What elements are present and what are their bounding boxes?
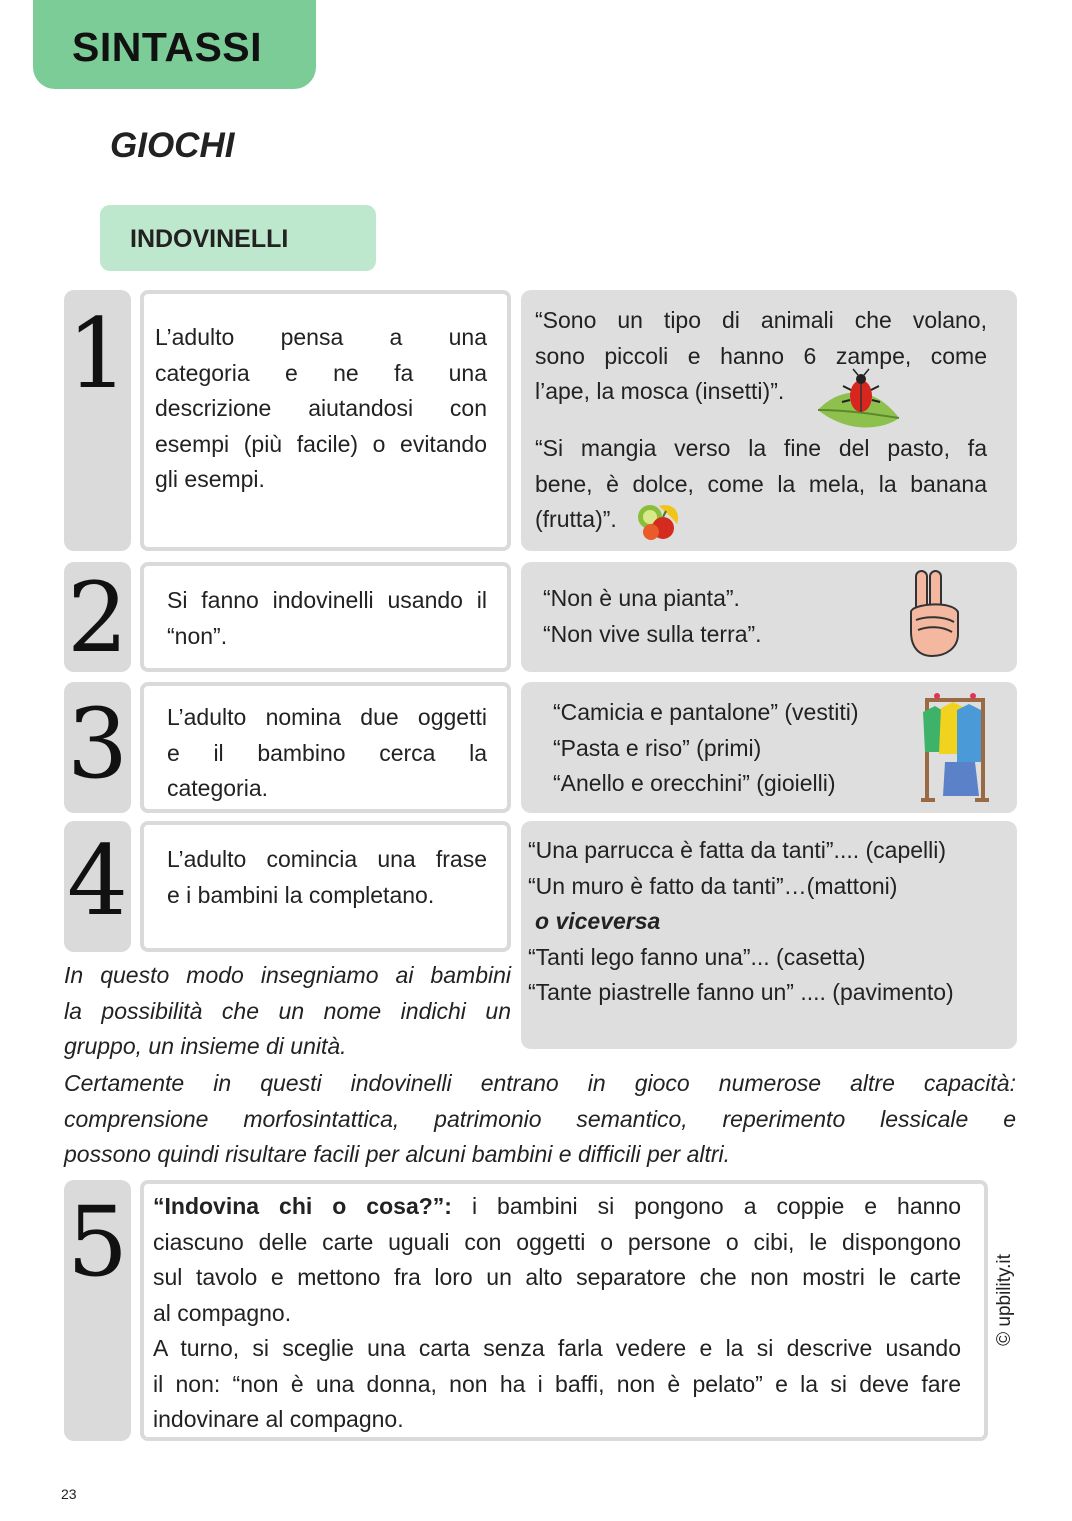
text-line: “Un muro è fatto da tanti”…(mattoni) — [528, 872, 898, 899]
beetle-on-leaf-icon — [813, 368, 903, 436]
text-line: la possibilità che un nome indichi un — [64, 997, 511, 1024]
example-panel — [521, 562, 1017, 672]
subtitle: GIOCHI — [110, 126, 235, 165]
text-line: L’adulto comincia una frase — [167, 846, 487, 872]
text-line: esempi (più facile) o evitando — [155, 430, 487, 457]
text-line: categoria e ne fa una — [155, 359, 487, 386]
text-line: “Anello e orecchini” (gioielli) — [553, 770, 836, 796]
section-tag-label: INDOVINELLI — [130, 225, 289, 253]
text-line: L’adulto pensa a una — [155, 324, 487, 350]
text-line: ciascuno delle carte uguali con oggetti o persone o cibi, le dispongono — [153, 1228, 961, 1255]
description-card — [140, 682, 511, 813]
text-line: gli esempi. — [155, 466, 265, 492]
text-line: categoria. — [167, 775, 269, 801]
text-line: e il bambino cerca la — [167, 739, 487, 766]
example-panel — [521, 682, 1017, 813]
text-line: “Non è una pianta”. — [543, 585, 740, 611]
text-line: sul tavolo e mettono fra loro un alto separatore che non mostri le carte — [153, 1264, 961, 1290]
text-line: sono piccoli e hanno 6 zampe, come — [535, 342, 987, 369]
fruit-icon — [635, 500, 683, 542]
description-card — [140, 562, 511, 672]
text-line: “Non vive sulla terra”. — [543, 620, 762, 647]
text-line: comprensione morfosintattica, patrimonio semantico, reperimento lessicale e — [64, 1105, 1016, 1132]
text-line: “Tante piastrelle fanno un” .... (pavimento) — [528, 979, 954, 1005]
text-line: “Tanti lego fanno una”... (casetta) — [528, 943, 866, 970]
row-number-column — [64, 1180, 131, 1441]
text-line: “Pasta e riso” (primi) — [553, 734, 762, 761]
text-line: “Camicia e pantalone” (vestiti) — [553, 699, 859, 725]
description-card — [140, 290, 511, 551]
text-line: e i bambini la completano. — [167, 881, 435, 908]
game-card — [140, 1180, 988, 1441]
text-line: In questo modo insegniamo ai bambini — [64, 962, 511, 988]
text-line: al compagno. — [153, 1299, 292, 1326]
text-line: “non”. — [167, 622, 228, 649]
text-line: (frutta)”. — [535, 506, 617, 532]
page-number: 23 — [61, 1486, 77, 1502]
row-number-column — [64, 290, 131, 551]
game-title: “Indovina chi o cosa?”: — [153, 1193, 452, 1219]
row-number: 4 — [66, 825, 129, 937]
clothes-rack-icon — [917, 692, 993, 804]
text-line: “Si mangia verso la fine del pasto, fa — [535, 435, 987, 461]
two-fingers-hand-icon — [904, 568, 964, 658]
description-card — [140, 821, 511, 952]
text-line: A turno, si sceglie una carta senza farla vedere e la si descrive usando — [153, 1335, 961, 1361]
note-text — [64, 958, 511, 1065]
text-line: il non: “non è una donna, non ha i baffi, non è pelato” e la si deve fare — [153, 1370, 961, 1397]
connector-text: o viceversa — [535, 908, 661, 934]
text-line: Si fanno indovinelli usando il — [167, 587, 487, 613]
row-number-column — [64, 821, 131, 952]
text-line: possono quindi risultare facili per alcuni bambini e difficili per altri. — [64, 1141, 731, 1167]
text-line: descrizione aiutandosi con — [155, 395, 487, 421]
row-number: 2 — [66, 562, 129, 674]
row-number-column — [64, 682, 131, 813]
text-line: l’ape, la mosca (insetti)”. — [535, 378, 785, 404]
text-line — [153, 1189, 961, 1225]
text-line: “Una parrucca è fatta da tanti”.... (capelli) — [528, 837, 947, 863]
text-line: Certamente in questi indovinelli entrano in gioco numerose altre capacità: — [64, 1070, 1016, 1096]
text-line: bene, è dolce, come la mela, la banana — [535, 470, 987, 497]
note-paragraph — [64, 1066, 1016, 1173]
row-number-column — [64, 562, 131, 672]
row-number: 3 — [66, 688, 129, 800]
page-title: SINTASSI — [72, 24, 263, 70]
row-number: 5 — [66, 1186, 129, 1298]
text-line: L’adulto nomina due oggetti — [167, 704, 487, 730]
text-line: “Sono un tipo di animali che volano, — [535, 307, 987, 333]
text-span: i bambini si pongono a coppie e hanno — [471, 1193, 962, 1219]
example-panel — [521, 821, 1017, 1049]
row-number: 1 — [66, 298, 129, 410]
copyright-notice: © upbility.it — [994, 1254, 1015, 1346]
text-line: gruppo, un insieme di unità. — [64, 1033, 347, 1059]
text-line: indovinare al compagno. — [153, 1406, 404, 1432]
example-panel — [521, 290, 1017, 551]
